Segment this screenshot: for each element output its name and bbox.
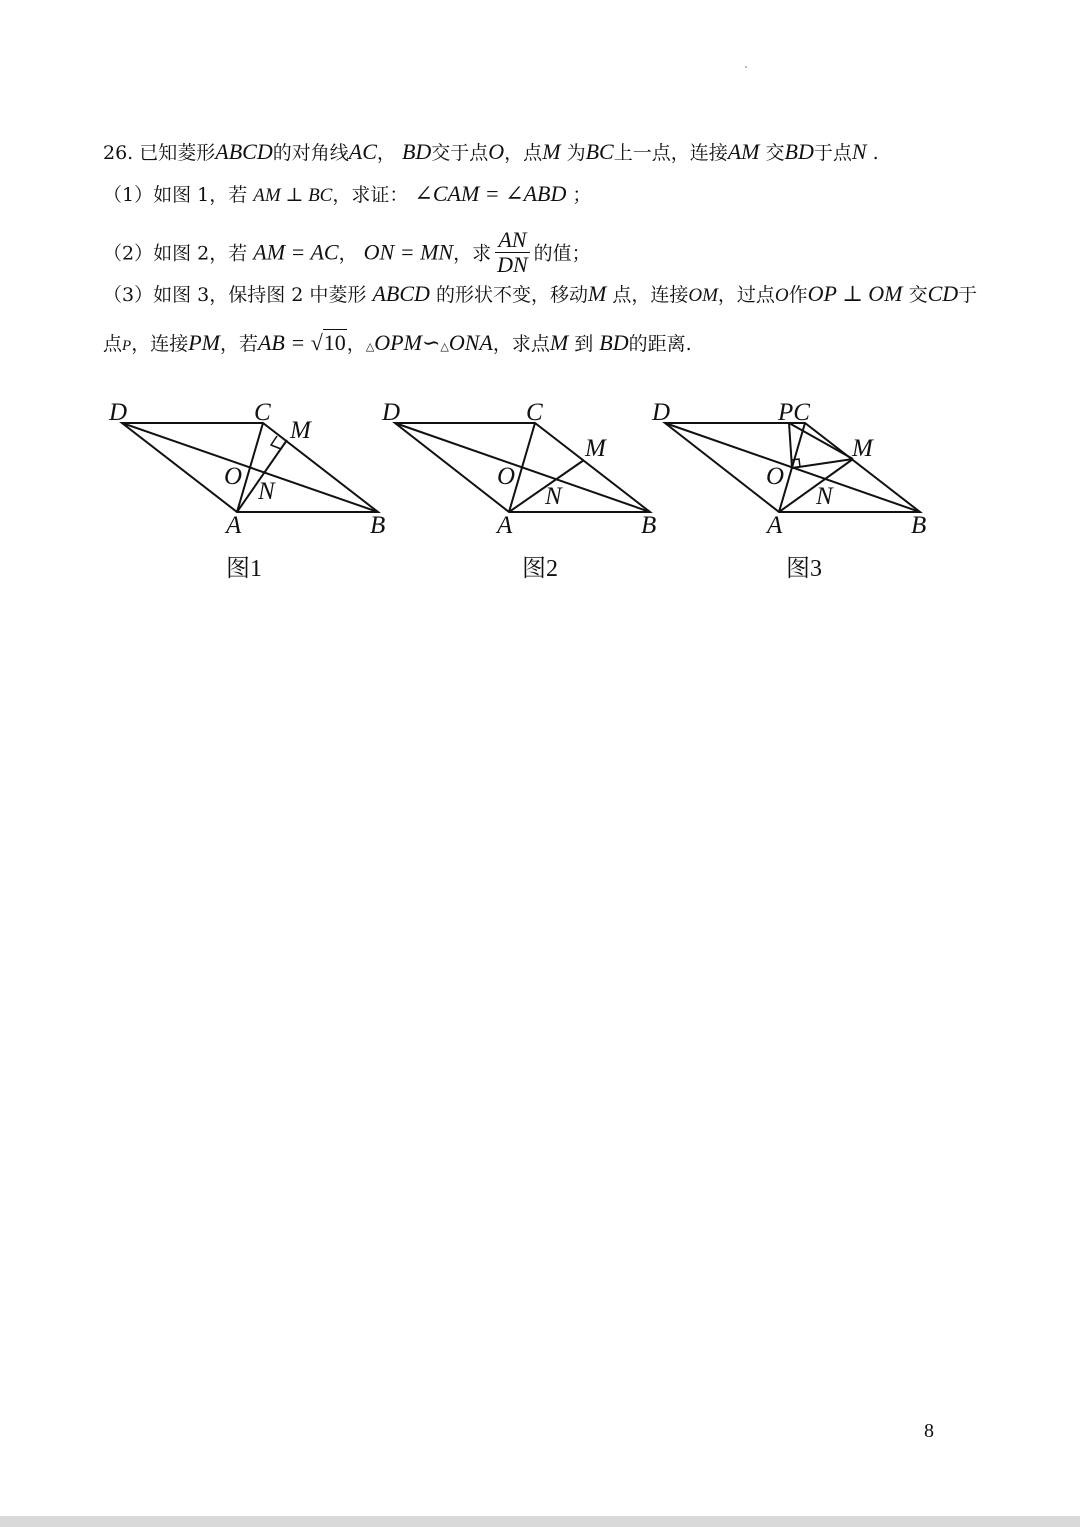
label-d: D [109,399,128,426]
part-3-line-2 [103,330,692,360]
math-cd: CD [927,281,959,306]
part-3-line-1 [103,281,977,309]
figure-3-labels [651,399,926,539]
label-o: O [224,463,243,490]
text: 的距离. [628,333,692,355]
label-n: N [545,483,562,510]
text: ，求点 [492,333,550,355]
text: ， [376,142,396,164]
math-perpendicular: OP ⊥ OM [807,281,903,306]
text: 的对角线 [272,142,349,164]
text: 点，连接 [612,284,689,306]
label-a: A [497,512,513,539]
label-b: B [911,512,927,539]
figure-3-caption: 图3 [786,556,822,582]
scan-bottom-edge [0,1516,1080,1527]
math-m: M [549,330,569,355]
label-b: B [370,512,386,539]
right-angle-mark [271,436,281,449]
math-pm: PM [188,330,220,355]
math-o: O [774,285,789,306]
part-2 [103,227,591,279]
fraction-numerator: AN [495,228,530,253]
fraction [495,228,530,277]
text: ，连接 [131,333,189,355]
text: （1）如图 1，若 [103,184,248,206]
text: 点 [103,333,123,355]
text: （2）如图 2，若 [103,242,248,265]
label-o: O [766,463,785,490]
math-shape: ABCD [215,139,273,164]
diagonal-bd [395,423,650,512]
figure-2-caption: 图2 [522,556,558,582]
figure-2-labels [381,399,656,539]
part-1 [103,181,591,209]
page-number: 8 [924,1420,934,1442]
math-claim: ∠CAM = ∠ABD [414,181,567,206]
label-d: D [652,399,671,426]
fraction-denominator: DN [497,252,528,277]
math-o: O [488,139,505,164]
text: 于 [958,284,978,306]
text: 交 [908,284,928,306]
text: 交 [765,142,785,164]
text: ，过点 [717,284,775,306]
text: ，求 [453,242,492,265]
figure-3 [665,423,920,512]
text: ， [346,333,366,355]
label-o: O [497,463,516,490]
figures-row [0,390,1080,590]
math-bd: BD [401,139,432,164]
diagonal-bd [122,423,378,512]
label-pc: PC [778,399,810,426]
segment-pm [789,423,853,459]
triangle-icon: △ [440,340,449,353]
math-p: P [122,338,132,354]
text: 已知菱形 [139,142,216,164]
text: ，若 [219,333,258,355]
math-n: N [851,139,867,164]
math-ac: AC [348,139,377,164]
math-ab: AB = [257,330,311,355]
problem-statement [103,139,879,166]
text: ，求证： [332,184,409,206]
math-shape: ABCD [372,281,430,306]
text: 为 [566,142,586,164]
text: 的形状不变，移动 [435,284,588,306]
label-n: N [816,483,833,510]
triangle-icon: △ [365,340,375,353]
label-c: C [526,399,543,426]
text: ； [572,184,592,206]
label-d: D [382,399,401,426]
label-m: M [290,417,311,444]
math-condition: AM ⊥ BC [253,185,333,206]
math-condition-1: AM = AC [253,239,339,265]
figure-1-caption: 图1 [226,556,262,582]
label-b: B [641,512,657,539]
text: ， [338,242,358,265]
math-triangle-2: ONA [448,330,493,355]
label-c: C [254,399,271,426]
text: ，点 [504,142,543,164]
math-m: M [587,281,607,306]
figure-2 [395,423,650,512]
math-om: OM [688,285,718,306]
sqrt-symbol: √ [310,330,323,355]
text: 到 [574,333,594,355]
text: 交于点 [431,142,489,164]
label-a: A [767,512,783,539]
scan-speck [745,66,747,68]
math-am: AM [727,139,760,164]
figure-1-labels [108,399,385,539]
label-a: A [226,512,242,539]
text: 于点 [813,142,852,164]
sqrt-radicand: 10 [323,330,346,355]
label-n: N [258,478,275,505]
math-m: M [542,139,561,164]
text: （3）如图 3，保持图 2 中菱形 [103,284,367,306]
text: 作 [788,284,808,306]
label-m: M [585,435,606,462]
problem-number: 26. [103,142,134,164]
math-bd: BD [784,139,814,164]
text: . [872,142,879,164]
math-bc: BC [585,139,614,164]
math-condition-2: ON = MN [363,239,454,265]
math-bd: BD [599,330,629,355]
text: 的值； [533,242,591,265]
figure-1 [122,423,378,512]
text: 上一点，连接 [613,142,728,164]
math-triangle-1: OPM [374,330,422,355]
label-m: M [852,435,873,462]
similar-symbol: ∽ [421,330,441,355]
segment-op [789,423,792,468]
